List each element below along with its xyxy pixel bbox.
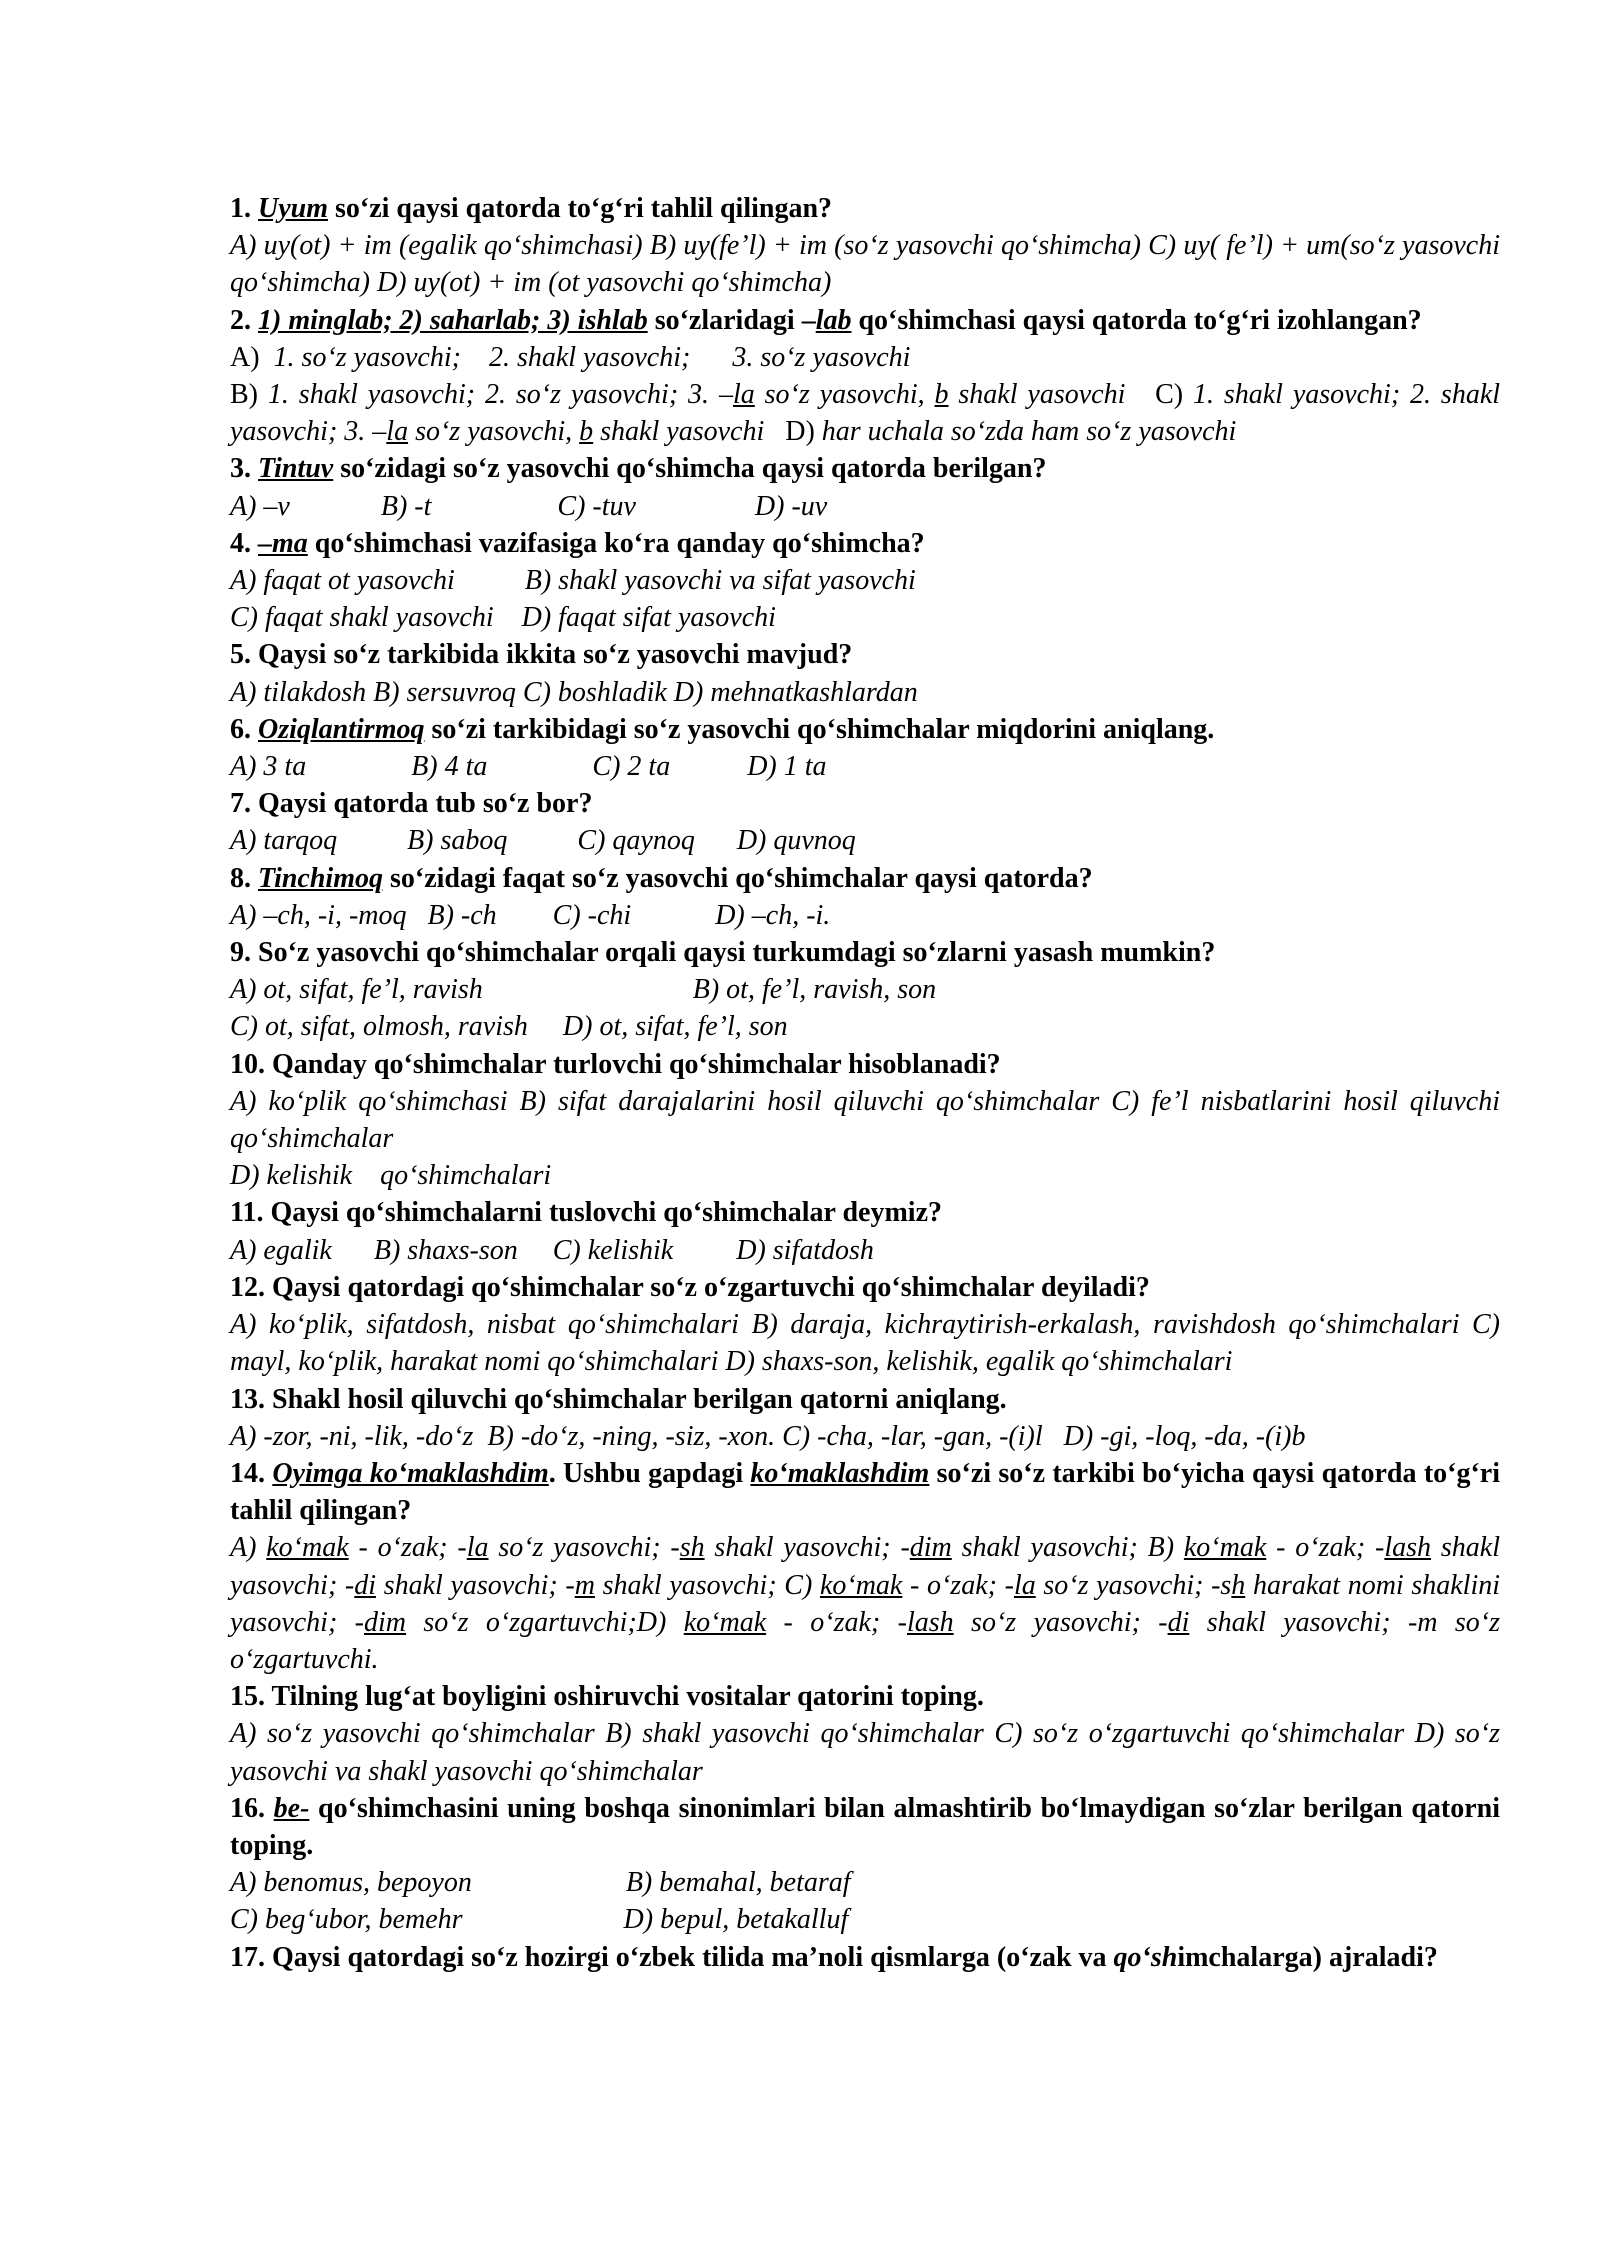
- question-14: 14. Oyimga ko‘maklashdim. Ushbu gapdagi ko‘maklashdim so‘zi so‘z tarkibi bo‘yicha qaysi qatorda to‘g‘ri tahlil qilingan?: [230, 1457, 1500, 1527]
- question-15: 15. Tilning lug‘at boyligini oshiruvchi vositalar qatorini toping.: [230, 1681, 984, 1713]
- answers-9: A) ot, sifat, fe’l, ravish B) ot, fe’l, ravish, son C) ot, sifat, olmosh, ravish D) ot, sifat, fe’l, son: [230, 974, 937, 1043]
- answers-15: A) so‘z yasovchi qo‘shimchalar B) shakl yasovchi qo‘shimchalar C) so‘z o‘zgartuvchi qo‘shimchalar D) so‘z yasovchi va shakl yasovchi qo‘shimchalar: [230, 1718, 1500, 1787]
- question-1: 1. Uyum so‘zi qaysi qatorda to‘g‘ri tahlil qilingan?: [230, 193, 833, 224]
- answers-2: A) 1. so‘z yasovchi; 2. shakl yasovchi; 3. so‘z yasovchi B) 1. shakl yasovchi; 2. so‘z yasovchi; 3. –la so‘z yasovchi, b shakl yasovchi C) 1. shakl yasovchi; 2. shakl yasovchi; 3. –la so‘z yasovchi, b shakl yasovchi D) har uchala so‘zda ham so‘z yasovchi: [230, 341, 1501, 448]
- question-10: 10. Qanday qo‘shimchalar turlovchi qo‘shimchalar hisoblanadi?: [230, 1048, 1001, 1080]
- question-16: 16. be- qo‘shimchasini uning boshqa sinonimlari bilan almashtirib bo‘lmaydigan so‘zlar berilgan qatorni toping.: [230, 1792, 1500, 1861]
- question-7: 7. Qaysi qatorda tub so‘z bor?: [230, 788, 593, 820]
- question-4: 4. –ma qo‘shimchasi vazifasiga ko‘ra qanday qo‘shimcha?: [230, 527, 925, 559]
- question-3: 3. Tintuv so‘zidagi so‘z yasovchi qo‘shimcha qaysi qatorda berilgan?: [230, 453, 1047, 485]
- answers-16: A) benomus, bepoyon B) bemahal, betaraf C) beg‘ubor, bemehr D) bepul, betakalluf: [230, 1867, 851, 1936]
- answers-10: A) ko‘plik qo‘shimchasi B) sifat darajalarini hosil qiluvchi qo‘shimchalar C) fe’l nisbatlarini hosil qiluvchi qo‘shimchalar D) kelishik qo‘shimchalari: [230, 1085, 1500, 1192]
- answers-8: A) –ch, -i, -moq B) -ch C) -chi D) –ch, -i.: [230, 899, 831, 931]
- answers-4: A) faqat ot yasovchi B) shakl yasovchi va sifat yasovchi C) faqat shakl yasovchi D) faqat sifat yasovchi: [230, 565, 916, 634]
- answers-13: A) -zor, -ni, -lik, -do‘z B) -do‘z, -ning, -siz, -xon. C) -cha, -lar, -gan, -(i)l D) -gi, -loq, -da, -(i)b: [230, 1420, 1306, 1452]
- answers-11: A) egalik B) shaxs-son C) kelishik D) sifatdosh: [230, 1234, 874, 1266]
- question-5: 5. Qaysi so‘z tarkibida ikkita so‘z yasovchi mavjud?: [230, 639, 853, 671]
- answers-14: A) ko‘mak - o‘zak; -la so‘z yasovchi; -sh shakl yasovchi; -dim shakl yasovchi; B) ko‘mak - o‘zak; -lash shakl yasovchi; -di shakl yasovchi; -m shakl yasovchi; C) ko‘mak - o‘zak; -la so‘z yasovchi; -sh harakat nomi shaklini yasovchi; -dim so‘z o‘zgartuvchi;D) ko‘mak - o‘zak; -lash so‘z yasovchi; -di shakl yasovchi; -m so‘z o‘zgartuvchi.: [230, 1532, 1501, 1675]
- question-8: 8. Tinchimoq so‘zidagi faqat so‘z yasovchi qo‘shimchalar qaysi qatorda?: [230, 862, 1093, 894]
- question-12: 12. Qaysi qatordagi qo‘shimchalar so‘z o‘zgartuvchi qo‘shimchalar deyiladi?: [230, 1271, 1150, 1303]
- answers-1: A) uy(ot) + im (egalik qo‘shimchasi) B) uy(fe’l) + im (so‘z yasovchi qo‘shimcha) C) uy( fe’l) + um(so‘z yasovchi qo‘shimcha) D) uy(ot) + im (ot yasovchi qo‘shimcha): [230, 230, 1500, 299]
- answers-3: A) –v B) -t C) -tuv D) -uv: [230, 490, 828, 522]
- question-2: 2. 1) minglab; 2) saharlab; 3) ishlab so‘zlaridagi –lab qo‘shimchasi qaysi qatorda to‘g‘ri izohlangan?: [230, 304, 1422, 336]
- answers-6: A) 3 ta B) 4 ta C) 2 ta D) 1 ta: [230, 751, 827, 783]
- question-11: 11. Qaysi qo‘shimchalarni tuslovchi qo‘shimchalar deymiz?: [230, 1197, 942, 1229]
- question-9: 9. So‘z yasovchi qo‘shimchalar orqali qaysi turkumdagi so‘zlarni yasash mumkin?: [230, 937, 1216, 969]
- answers-7: A) tarqoq B) saboq C) qaynoq D) quvnoq: [230, 825, 856, 857]
- question-13: 13. Shakl hosil qiluvchi qo‘shimchalar berilgan qatorni aniqlang.: [230, 1383, 1007, 1415]
- answers-5: A) tilakdosh B) sersuvroq C) boshladik D) mehnatkashlardan: [230, 676, 918, 708]
- question-17: 17. Qaysi qatordagi so‘z hozirgi o‘zbek tilida ma’noli qismlarga (o‘zak va qo‘shimchalarga) ajraladi?: [230, 1941, 1438, 1973]
- answers-12: A) ko‘plik, sifatdosh, nisbat qo‘shimchalari B) daraja, kichraytirish-erkalash, ravishdosh qo‘shimchalari C) mayl, ko‘plik, harakat nomi qo‘shimchalari D) shaxs-son, kelishik, egalik qo‘shimchalari: [230, 1309, 1500, 1378]
- question-6: 6. Oziqlantirmoq so‘zi tarkibidagi so‘z yasovchi qo‘shimchalar miqdorini aniqlang.: [230, 713, 1215, 745]
